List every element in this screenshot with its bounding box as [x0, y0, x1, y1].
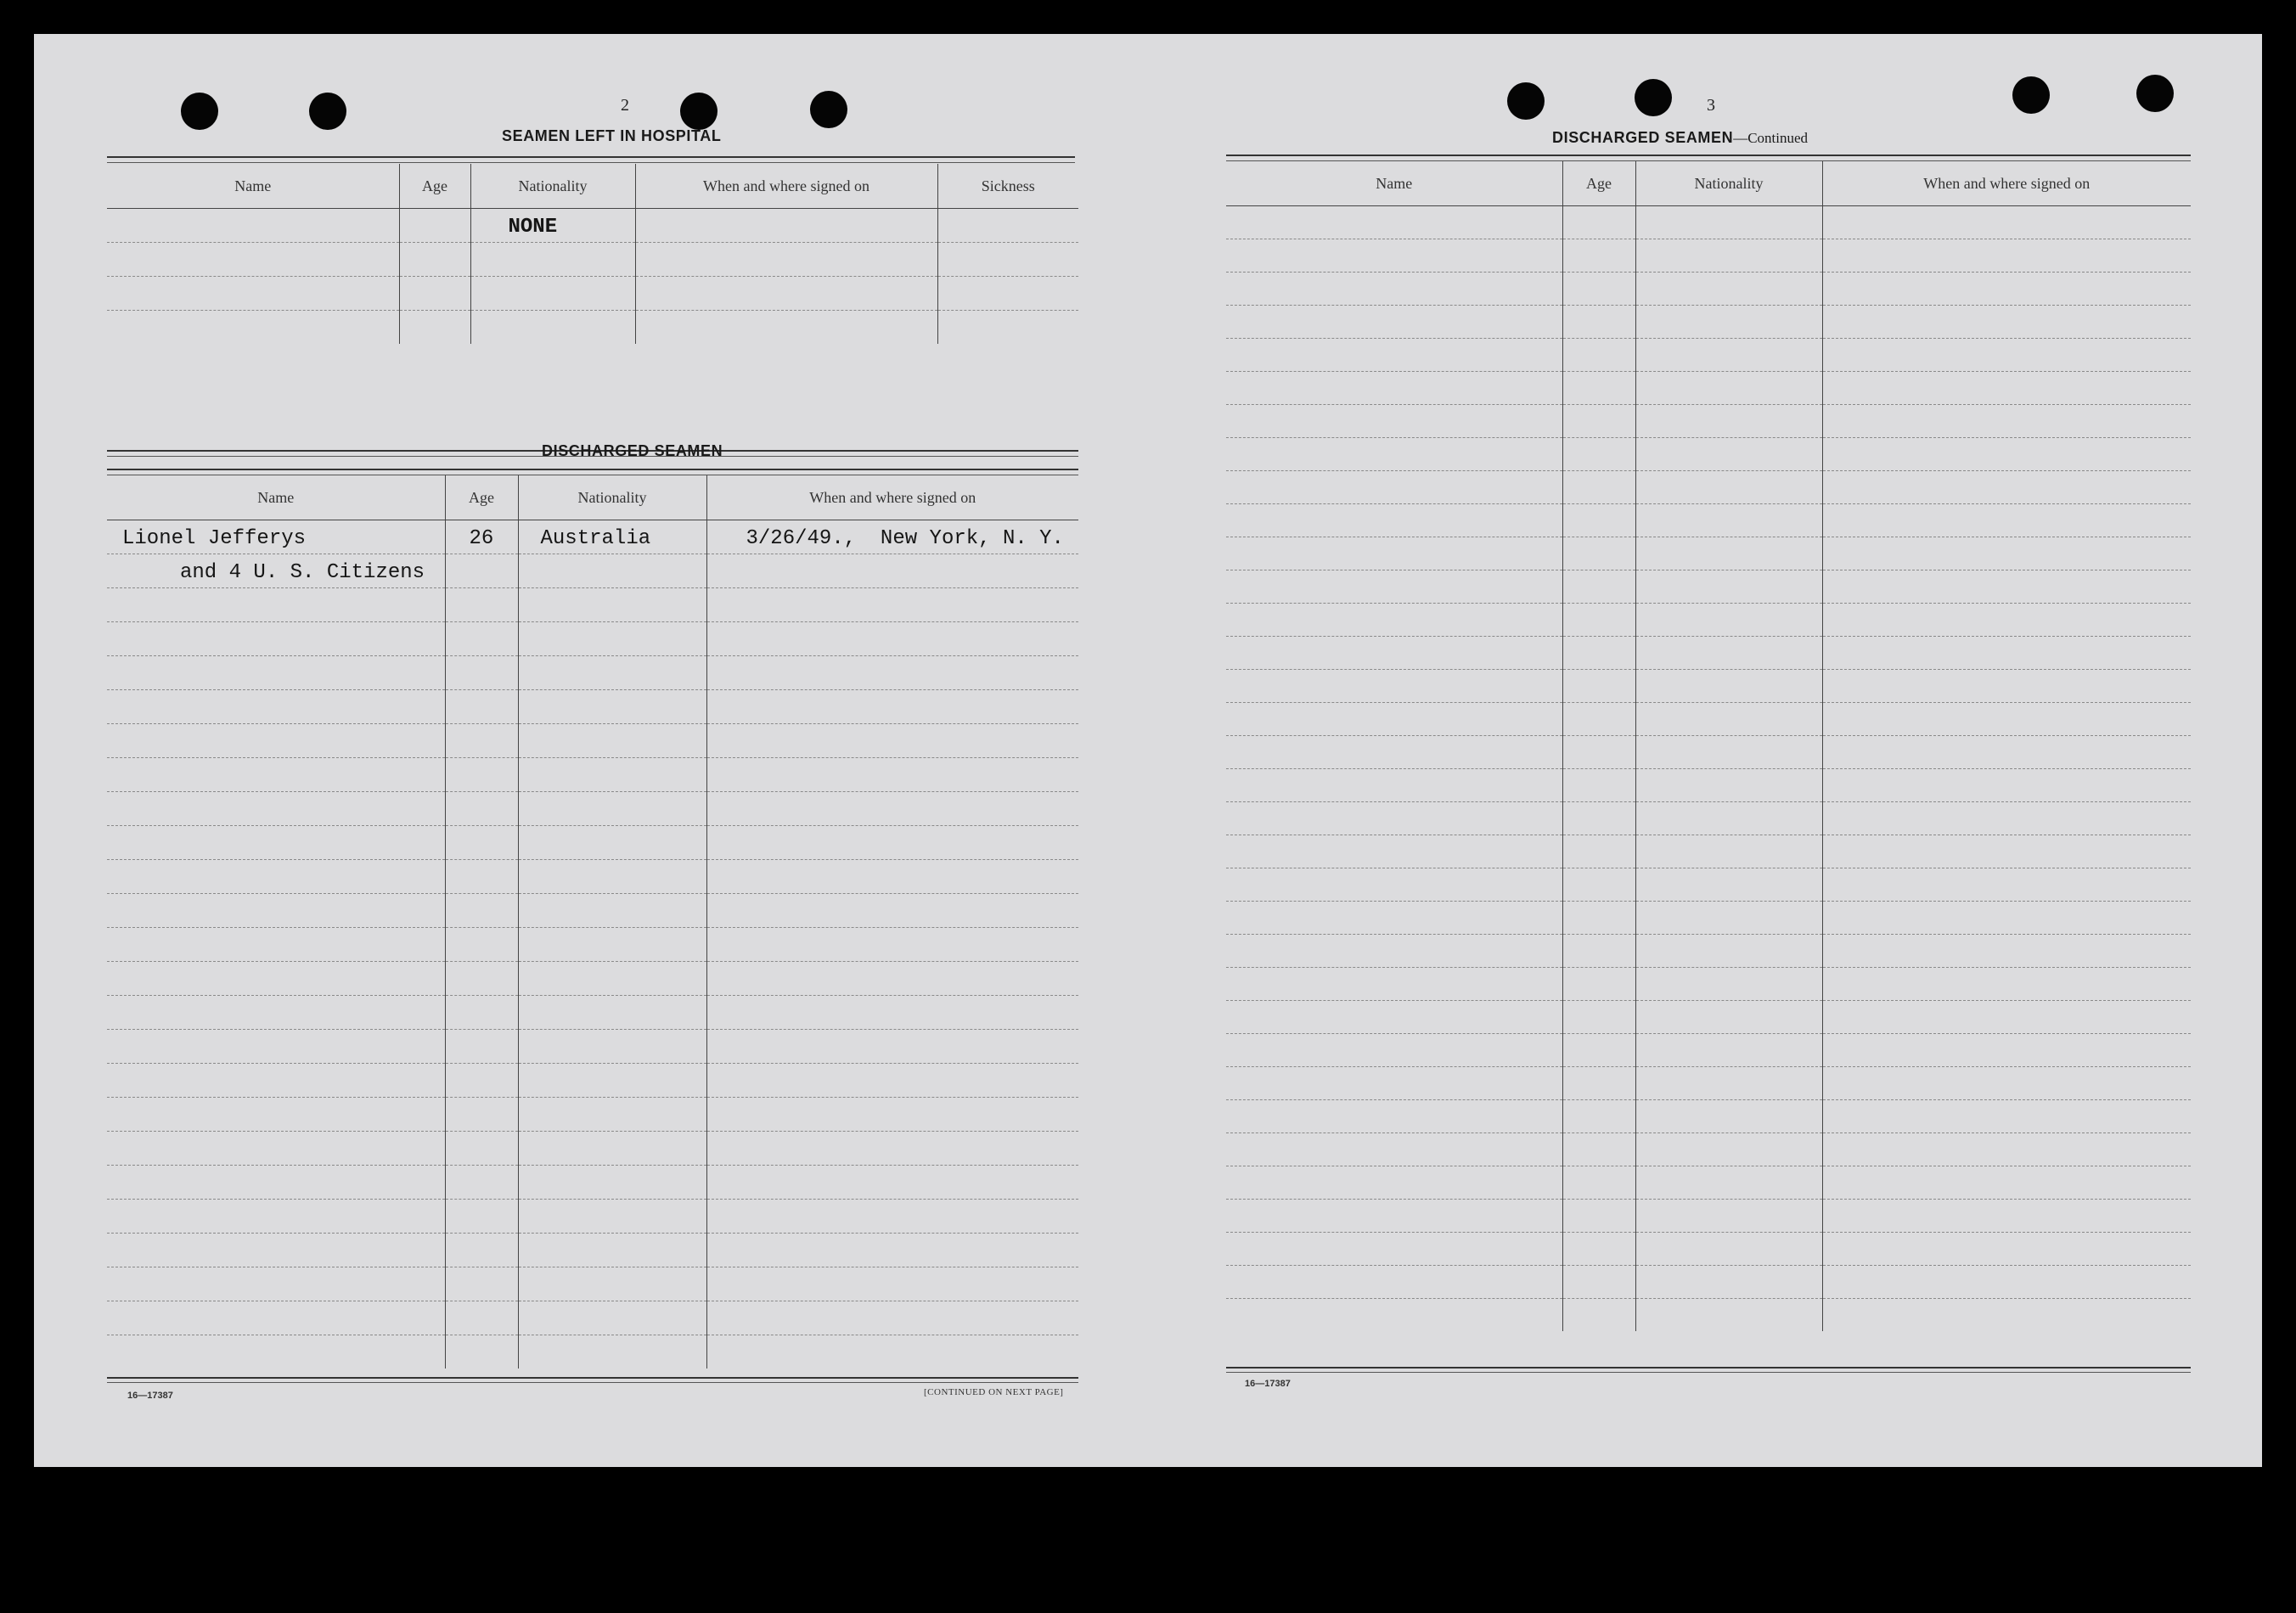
page-number: 3 [1707, 96, 1715, 115]
table-row [107, 1335, 1078, 1369]
column-header-age: Age [445, 475, 518, 520]
table-row [1226, 703, 2191, 736]
table-row [1226, 902, 2191, 935]
punch-hole [2136, 75, 2174, 112]
table-row [1226, 339, 2191, 372]
table-row [1226, 670, 2191, 703]
punch-hole [181, 93, 218, 130]
table-row [1226, 736, 2191, 769]
table-row [107, 1132, 1078, 1166]
table-row [107, 277, 1078, 311]
seaman-signed-on: 3/26/49., New York, N. Y. [746, 527, 1064, 550]
table-header-row [107, 475, 1078, 520]
discharged-section-title: DISCHARGED SEAMEN [542, 442, 723, 459]
table-row [1226, 504, 2191, 537]
table-row [1226, 1001, 2191, 1034]
table-row [1226, 835, 2191, 868]
table-row [107, 826, 1078, 860]
column-header-signed-on: When and where signed on [635, 164, 937, 209]
table-row [1226, 1133, 2191, 1166]
column-header-nationality: Nationality [518, 475, 706, 520]
table-row [107, 758, 1078, 792]
table-row [1226, 471, 2191, 504]
hospital-table [107, 164, 1078, 344]
table-row [107, 928, 1078, 962]
none-entry: NONE [508, 216, 558, 239]
title-suffix: —Continued [1733, 130, 1809, 146]
table-row [107, 1098, 1078, 1132]
seaman-name: Lionel Jefferys [122, 527, 307, 550]
double-rule [1226, 1367, 2191, 1373]
column-header-signed-on: When and where signed on [1822, 161, 2191, 206]
table-row [1226, 604, 2191, 637]
punch-hole [810, 91, 847, 128]
punch-hole [1635, 79, 1672, 116]
table-row [1226, 1200, 2191, 1233]
table-row [1226, 306, 2191, 339]
column-header-name: Name [107, 475, 445, 520]
table-row [1226, 769, 2191, 802]
table-row [107, 1064, 1078, 1098]
continued-note: [CONTINUED ON NEXT PAGE] [924, 1387, 1064, 1397]
table-row [1226, 968, 2191, 1001]
table-row [1226, 1266, 2191, 1299]
discharged-continued-title [1552, 129, 1808, 147]
double-rule [107, 469, 1078, 475]
column-header-nationality: Nationality [1635, 161, 1822, 206]
table-row [107, 554, 1078, 588]
discharged-continued-table [1226, 161, 2191, 1331]
table-row [1226, 1233, 2191, 1266]
form-number: 16—17387 [127, 1391, 173, 1401]
table-row [1226, 372, 2191, 405]
table-row [1226, 239, 2191, 273]
hospital-section-title: SEAMEN LEFT IN HOSPITAL [502, 127, 722, 144]
seaman-name: and 4 U. S. Citizens [180, 561, 425, 584]
table-row [107, 690, 1078, 724]
table-row [107, 520, 1078, 554]
column-header-nationality: Nationality [470, 164, 635, 209]
table-row [107, 860, 1078, 894]
punch-hole [680, 93, 718, 130]
table-row [107, 622, 1078, 656]
seaman-nationality: Australia [540, 527, 651, 550]
table-row [107, 962, 1078, 996]
table-row [107, 588, 1078, 622]
table-row [107, 1200, 1078, 1234]
table-row [107, 1267, 1078, 1301]
title-main: DISCHARGED SEAMEN [1552, 129, 1734, 146]
table-row [107, 209, 1078, 243]
table-row [107, 1301, 1078, 1335]
seaman-age: 26 [469, 527, 494, 550]
table-row [107, 1234, 1078, 1267]
table-row [1226, 570, 2191, 604]
table-row [1226, 868, 2191, 902]
column-header-age: Age [399, 164, 470, 209]
table-row [1226, 273, 2191, 306]
double-rule [1226, 155, 2191, 161]
table-row [1226, 1299, 2191, 1332]
table-row [107, 311, 1078, 345]
page-number: 2 [621, 96, 629, 115]
table-row [1226, 802, 2191, 835]
table-row [107, 243, 1078, 277]
table-row [1226, 1100, 2191, 1133]
table-row [107, 996, 1078, 1030]
table-row [1226, 1034, 2191, 1067]
table-row [1226, 1166, 2191, 1200]
table-row [107, 1166, 1078, 1200]
table-row [107, 656, 1078, 690]
column-header-name: Name [1226, 161, 1562, 206]
form-number: 16—17387 [1245, 1379, 1291, 1389]
table-row [1226, 1067, 2191, 1100]
double-rule [107, 156, 1075, 163]
punch-hole [1507, 82, 1545, 120]
table-row [107, 894, 1078, 928]
double-rule [107, 1377, 1078, 1383]
column-header-name: Name [107, 164, 399, 209]
table-row [1226, 405, 2191, 438]
table-row [107, 792, 1078, 826]
table-row [1226, 206, 2191, 239]
punch-hole [2012, 76, 2050, 114]
column-header-signed-on: When and where signed on [706, 475, 1078, 520]
table-row [1226, 637, 2191, 670]
table-row [1226, 935, 2191, 968]
table-row [107, 1030, 1078, 1064]
column-header-sickness: Sickness [937, 164, 1078, 209]
table-header-row [107, 164, 1078, 209]
discharged-table [107, 475, 1078, 1369]
punch-hole [309, 93, 346, 130]
column-header-age: Age [1562, 161, 1635, 206]
table-row [107, 724, 1078, 758]
table-header-row [1226, 161, 2191, 206]
table-row [1226, 438, 2191, 471]
document-sheet [34, 34, 2262, 1467]
table-row [1226, 537, 2191, 570]
